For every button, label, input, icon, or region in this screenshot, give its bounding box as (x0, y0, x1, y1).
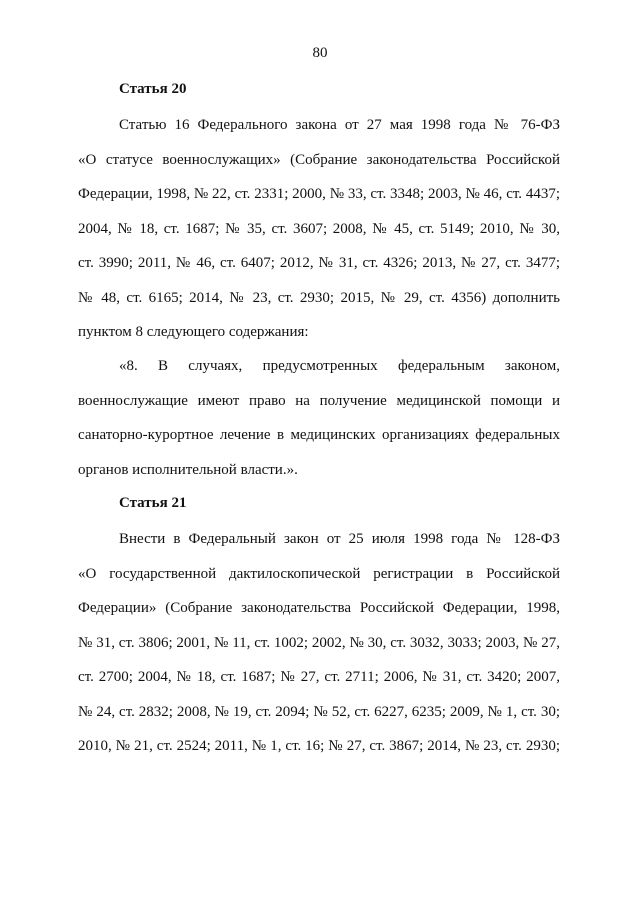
article-21-paragraph-1 (78, 522, 560, 764)
text-line: № 24, ст. 2832; 2008, № 19, ст. 2094; № 52, ст. 6227, 6235; 2009, № 1, ст. 30; (78, 703, 560, 720)
page-number: 80 (312, 45, 328, 61)
text-line: «О статусе военнослужащих» (Собрание законодательства Российской (78, 151, 560, 168)
text-line: военнослужащие имеют право на получение медицинской помощи и (78, 392, 560, 409)
article-21-heading: Статья 21 (119, 495, 187, 511)
text-line: Внести в Федеральный закон от 25 июля 1998 года № 128-ФЗ (119, 531, 560, 547)
text-line: Федерации» (Собрание законодательства Российской Федерации, 1998, (78, 600, 560, 616)
text-line: «О государственной дактилоскопической регистрации в Российской (78, 565, 560, 582)
text-line: ст. 3990; 2011, № 46, ст. 6407; 2012, № 31, ст. 4326; 2013, № 27, ст. 3477; (78, 255, 560, 271)
text-line: ст. 2700; 2004, № 18, ст. 1687; № 27, ст. 2711; 2006, № 31, ст. 3420; 2007, (78, 669, 560, 685)
text-line: органов исполнительной власти.». (78, 461, 298, 478)
text-line: № 48, ст. 6165; 2014, № 23, ст. 2930; 2015, № 29, ст. 4356) дополнить (78, 289, 560, 306)
article-20-paragraph-2 (78, 349, 560, 487)
text-line: пунктом 8 следующего содержания: (78, 324, 309, 340)
text-line: Статью 16 Федерального закона от 27 мая 1998 года № 76-ФЗ (119, 117, 560, 133)
article-20-paragraph-1 (78, 108, 560, 350)
text-line: Федерации, 1998, № 22, ст. 2331; 2000, № 33, ст. 3348; 2003, № 46, ст. 4437; (78, 186, 560, 202)
text-line: № 31, ст. 3806; 2001, № 11, ст. 1002; 2002, № 30, ст. 3032, 3033; 2003, № 27, (78, 634, 560, 651)
text-line: «8. В случаях, предусмотренных федеральным законом, (119, 358, 560, 374)
text-line: санаторно-курортное лечение в медицинских организациях федеральных (78, 427, 560, 443)
text-line: 2010, № 21, ст. 2524; 2011, № 1, ст. 16; № 27, ст. 3867; 2014, № 23, ст. 2930; (78, 738, 560, 754)
text-line: 2004, № 18, ст. 1687; № 35, ст. 3607; 2008, № 45, ст. 5149; 2010, № 30, (78, 220, 560, 237)
article-20-heading: Статья 20 (119, 81, 187, 97)
